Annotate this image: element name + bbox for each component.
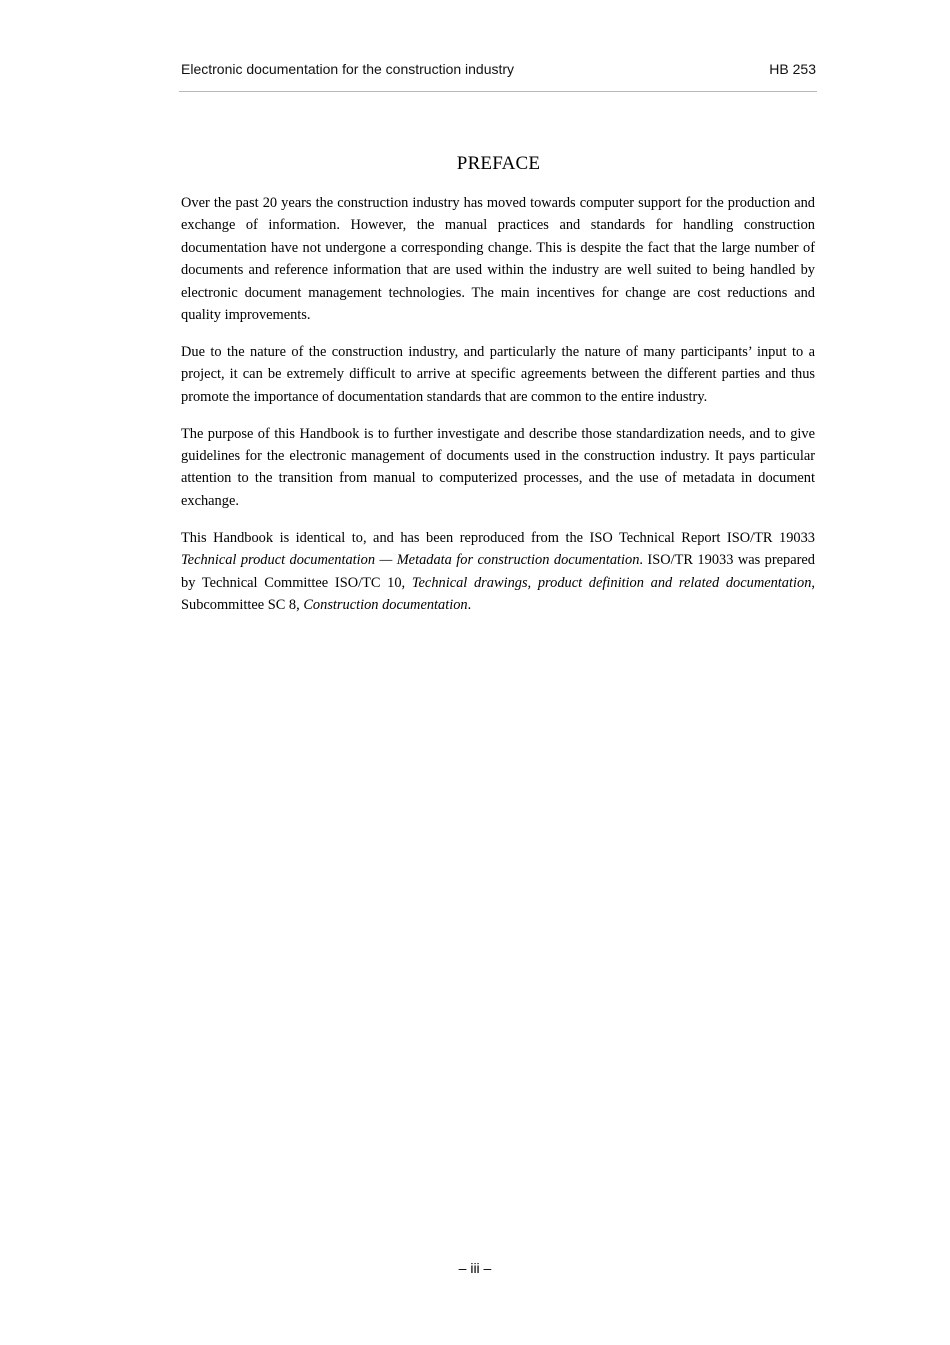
- report-title: Technical product documentation — Metadata for construction documentation: [181, 552, 640, 569]
- committee-title: Technical drawings, product definition and related documentation: [411, 574, 812, 591]
- running-header: [181, 59, 816, 79]
- header-document-title: Electronic documentation for the construction industry: [181, 61, 515, 77]
- paragraph-4-text-d: .: [467, 597, 472, 613]
- paragraph-2: Due to the nature of the construction industry, and particularly the nature of many participants’ input to a project, it can be extremely difficult to arrive at specific agreements between the different parties and thus promote the importance of documentation standards that are common to the entire industry.: [181, 343, 815, 405]
- page-number: – iii –: [458, 1260, 492, 1276]
- paragraph-4-text-c: , Subcommittee SC 8,: [181, 574, 815, 613]
- paragraph-4-text-b: . ISO/TR 19033 was prepared by Technical Committee ISO/TC 10,: [181, 552, 815, 591]
- paragraph-4-text-a: This Handbook is identical to, and has been reproduced from the ISO Technical Report ISO/TR 19033: [181, 529, 815, 546]
- header-handbook-number: HB 253: [769, 61, 816, 77]
- subcommittee-title: Construction documentation: [303, 597, 468, 613]
- header-divider: [179, 91, 817, 92]
- paragraph-3: The purpose of this Handbook is to further investigate and describe those standardization needs, and to give guidelines for the electronic management of documents used in the construction industry. It pays particular attention to the transition from manual to computerized processes, and the use of metadata in document exchange.: [181, 425, 815, 509]
- preface-body: [181, 192, 815, 631]
- page-title: PREFACE: [456, 153, 541, 174]
- paragraph-4: [181, 527, 815, 617]
- paragraph-1: Over the past 20 years the construction industry has moved towards computer support for the production and exchange of information. However, the manual practices and standards for handling construction documentation have not undergone a corresponding change. This is despite the fact that the large number of documents and reference information that are used within the industry are well suited to being handled by electronic document management technologies. The main incentives for change are cost reductions and quality improvements.: [181, 195, 815, 324]
